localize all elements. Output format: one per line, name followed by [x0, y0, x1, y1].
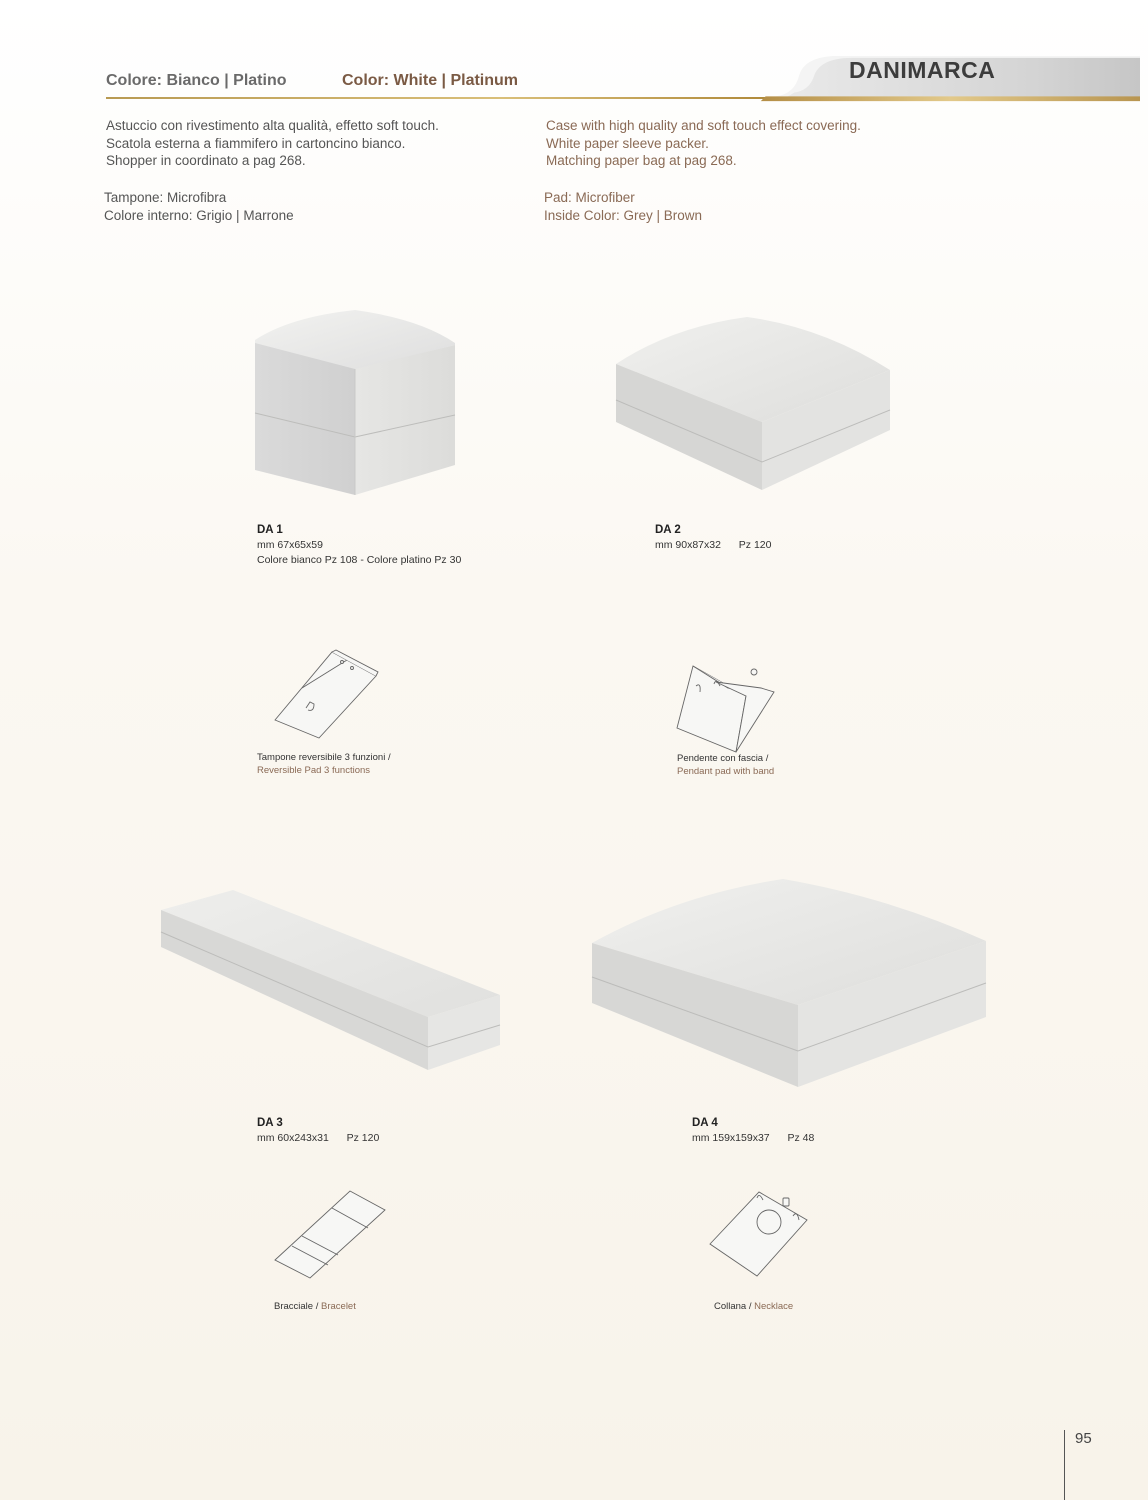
- necklace-pad-icon: [707, 1188, 811, 1280]
- pad-info-line: Inside Color: Grey | Brown: [544, 207, 703, 223]
- product-code: DA 2: [655, 524, 681, 536]
- product-image-da2: [612, 312, 894, 494]
- pad-info-line: Tampone: Microfibra: [104, 190, 227, 205]
- description-en-line: Case with high quality and soft touch effect covering.: [546, 118, 861, 133]
- pad-info-en: [544, 189, 702, 224]
- pad-label-it: Tampone reversibile 3 funzioni /: [257, 752, 391, 763]
- description-it-line: Astuccio con rivestimento alta qualità, effetto soft touch.: [106, 118, 439, 133]
- product-code: DA 4: [692, 1117, 718, 1129]
- header-gold-rule: [106, 97, 766, 99]
- pad-label-da3: [274, 1300, 356, 1313]
- product-qty: Pz 120: [346, 1132, 380, 1144]
- description-en-line: Matching paper bag at pag 268.: [546, 153, 737, 168]
- description-it-line: Scatola esterna a fiammifero in cartoncino bianco.: [106, 135, 406, 151]
- pad-info-line: Pad: Microfiber: [544, 190, 635, 205]
- pad-label-da2: [677, 752, 774, 778]
- pad-info-line: Colore interno: Grigio | Marrone: [104, 207, 294, 223]
- pad-label-it: Collana /: [714, 1301, 752, 1312]
- page-number-rule: [1064, 1430, 1065, 1500]
- product-da1: [257, 523, 461, 568]
- color-label-en: Color: White | Platinum: [342, 72, 519, 89]
- pad-label-en: Necklace: [754, 1301, 794, 1312]
- product-size: mm 159x159x37: [692, 1132, 770, 1144]
- pad-label-da1: [257, 751, 391, 777]
- pad-label-it: Pendente con fascia /: [677, 753, 769, 764]
- pad-label-en: Reversible Pad 3 functions: [257, 765, 371, 776]
- page-number: 95: [1075, 1430, 1092, 1447]
- pad-label-en: Bracelet: [321, 1301, 356, 1312]
- product-size: mm 60x243x31: [257, 1132, 329, 1144]
- product-image-da3: [158, 885, 503, 1075]
- brand-name: DANIMARCA: [849, 57, 996, 83]
- pad-label-da4: [714, 1300, 793, 1313]
- description-it-line: Shopper in coordinato a pag 268.: [106, 153, 306, 168]
- product-qty: Pz 120: [738, 539, 772, 551]
- product-image-da4: [588, 875, 990, 1090]
- description-it: [106, 117, 439, 170]
- color-label-it: Colore: Bianco | Platino: [106, 72, 287, 89]
- product-da3: [257, 1116, 379, 1146]
- product-size: mm 67x65x59: [257, 539, 323, 551]
- pad-label-it: Bracciale /: [274, 1301, 319, 1312]
- pad-info-it: [104, 189, 294, 224]
- reversible-pad-icon: [272, 648, 380, 740]
- product-da2: [655, 523, 772, 553]
- pendant-pad-icon: [676, 662, 778, 754]
- description-en-line: White paper sleeve packer.: [546, 135, 709, 151]
- product-code: DA 3: [257, 1117, 283, 1129]
- product-qty: Pz 48: [787, 1132, 815, 1144]
- product-size: mm 90x87x32: [655, 539, 721, 551]
- product-qty: Colore bianco Pz 108 - Colore platino Pz 30: [257, 554, 462, 566]
- product-code: DA 1: [257, 524, 283, 536]
- pad-label-en: Pendant pad with band: [677, 766, 775, 777]
- bracelet-pad-icon: [272, 1188, 388, 1280]
- product-image-da1: [250, 305, 460, 505]
- description-en: [546, 117, 861, 170]
- product-da4: [692, 1116, 814, 1146]
